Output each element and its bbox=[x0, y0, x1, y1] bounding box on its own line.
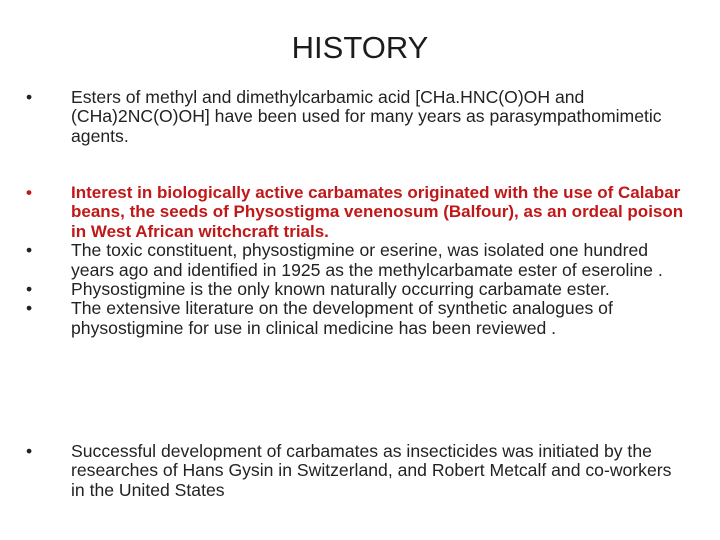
bullet-text: Physostigmine is the only known naturally occurring carbamate ester. bbox=[71, 279, 610, 300]
bullet-item-highlighted bbox=[26, 183, 686, 241]
bullet-group-1 bbox=[26, 88, 686, 146]
bullet-text: Interest in biologically active carbamates originated with the use of Calabar beans, the seeds of Physostigma venenosum (Balfour), as an ordeal poison in West African witchcraft trials. bbox=[71, 183, 684, 241]
bullet-icon: • bbox=[26, 279, 33, 300]
bullet-text: Successful development of carbamates as insecticides was initiated by the researches of Hans Gysin in Switzerland, and Robert Metcalf and co-workers in the United States bbox=[71, 441, 672, 500]
slide-title: HISTORY bbox=[291, 30, 429, 65]
bullet-item bbox=[26, 299, 686, 338]
bullet-group-3 bbox=[26, 442, 686, 500]
bullet-icon: • bbox=[26, 240, 33, 261]
bullet-icon: • bbox=[26, 87, 33, 107]
bullet-group-2 bbox=[26, 183, 686, 338]
bullet-icon: • bbox=[26, 298, 33, 319]
bullet-icon: • bbox=[26, 183, 32, 202]
bullet-text: Esters of methyl and dimethylcarbamic acid [CHa.HNC(O)OH and (CHa)2NC(O)OH] have been used for many years as parasympathomimetic agents. bbox=[71, 87, 662, 146]
bullet-item bbox=[26, 442, 686, 500]
bullet-icon: • bbox=[26, 441, 33, 461]
bullet-item bbox=[26, 280, 686, 299]
bullet-item bbox=[26, 241, 686, 280]
bullet-text: The extensive literature on the development of synthetic analogues of physostigmine for use in clinical medicine has been reviewed . bbox=[71, 298, 613, 338]
bullet-item bbox=[26, 88, 686, 146]
bullet-text: The toxic constituent, physostigmine or eserine, was isolated one hundred years ago and identified in 1925 as the methylcarbamate ester of eseroline . bbox=[71, 240, 663, 280]
